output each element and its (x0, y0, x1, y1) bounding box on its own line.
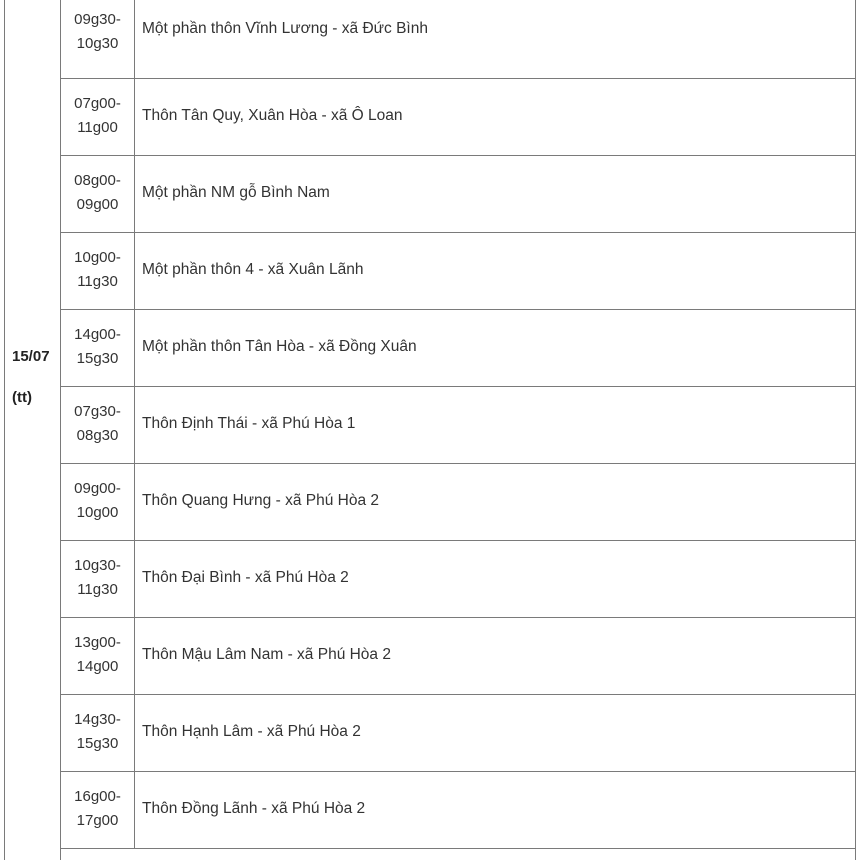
time-start: 08g00- (74, 172, 121, 189)
location-cell: Thôn Hạnh Lâm - xã Phú Hòa 2 (142, 723, 361, 740)
time-cell (61, 310, 135, 386)
time-cell (61, 156, 135, 232)
table-row (61, 233, 855, 310)
date-continued-label: (tt) (12, 389, 32, 406)
table-row (61, 79, 855, 156)
table-row (61, 156, 855, 233)
location-cell: Thôn Đồng Lãnh - xã Phú Hòa 2 (142, 800, 366, 817)
outage-schedule-table (4, 0, 856, 860)
table-row (61, 387, 855, 464)
time-cell (61, 464, 135, 540)
time-end: 11g00 (77, 119, 118, 136)
time-cell (61, 772, 135, 848)
schedule-rows (61, 0, 855, 849)
time-cell (61, 0, 135, 78)
date-label: 15/07 (12, 348, 50, 365)
time-cell (61, 79, 135, 155)
location-cell: Thôn Quang Hưng - xã Phú Hòa 2 (142, 492, 379, 509)
time-start: 09g30- (74, 11, 121, 28)
time-start: 10g00- (74, 249, 121, 266)
table-row (61, 772, 855, 849)
time-end: 15g30 (76, 735, 119, 752)
time-cell (61, 541, 135, 617)
time-start: 16g00- (74, 788, 121, 805)
table-row (61, 0, 855, 79)
table-row (61, 310, 855, 387)
location-cell: Một phần thôn Vĩnh Lương - xã Đức Bình (142, 20, 428, 37)
time-cell (61, 618, 135, 694)
time-end: 10g00 (76, 504, 119, 521)
table-row (61, 618, 855, 695)
time-start: 14g30- (74, 711, 121, 728)
time-end: 14g00 (76, 658, 119, 675)
table-row (61, 541, 855, 618)
time-start: 07g30- (74, 403, 121, 420)
location-cell: Thôn Định Thái - xã Phú Hòa 1 (142, 415, 356, 432)
time-end: 11g30 (77, 581, 118, 598)
table-row (61, 695, 855, 772)
location-cell: Thôn Tân Quy, Xuân Hòa - xã Ô Loan (142, 107, 403, 124)
time-start: 09g00- (74, 480, 121, 497)
time-start: 14g00- (74, 326, 121, 343)
location-cell: Thôn Mậu Lâm Nam - xã Phú Hòa 2 (142, 646, 391, 663)
location-cell: Một phần thôn Tân Hòa - xã Đồng Xuân (142, 338, 417, 355)
location-cell: Một phần thôn 4 - xã Xuân Lãnh (142, 261, 364, 278)
location-cell: Thôn Đại Bình - xã Phú Hòa 2 (142, 569, 349, 586)
time-end: 09g00 (76, 196, 119, 213)
time-cell (61, 233, 135, 309)
time-end: 17g00 (76, 812, 119, 829)
table-row (61, 464, 855, 541)
time-cell (61, 387, 135, 463)
location-cell: Một phần NM gỗ Bình Nam (142, 184, 330, 201)
time-end: 10g30 (76, 35, 119, 52)
time-end: 08g30 (76, 427, 119, 444)
time-start: 07g00- (74, 95, 121, 112)
time-start: 13g00- (74, 634, 121, 651)
date-cell (5, 0, 61, 860)
time-end: 15g30 (76, 350, 119, 367)
time-end: 11g30 (77, 273, 118, 290)
time-start: 10g30- (74, 557, 121, 574)
time-cell (61, 695, 135, 771)
